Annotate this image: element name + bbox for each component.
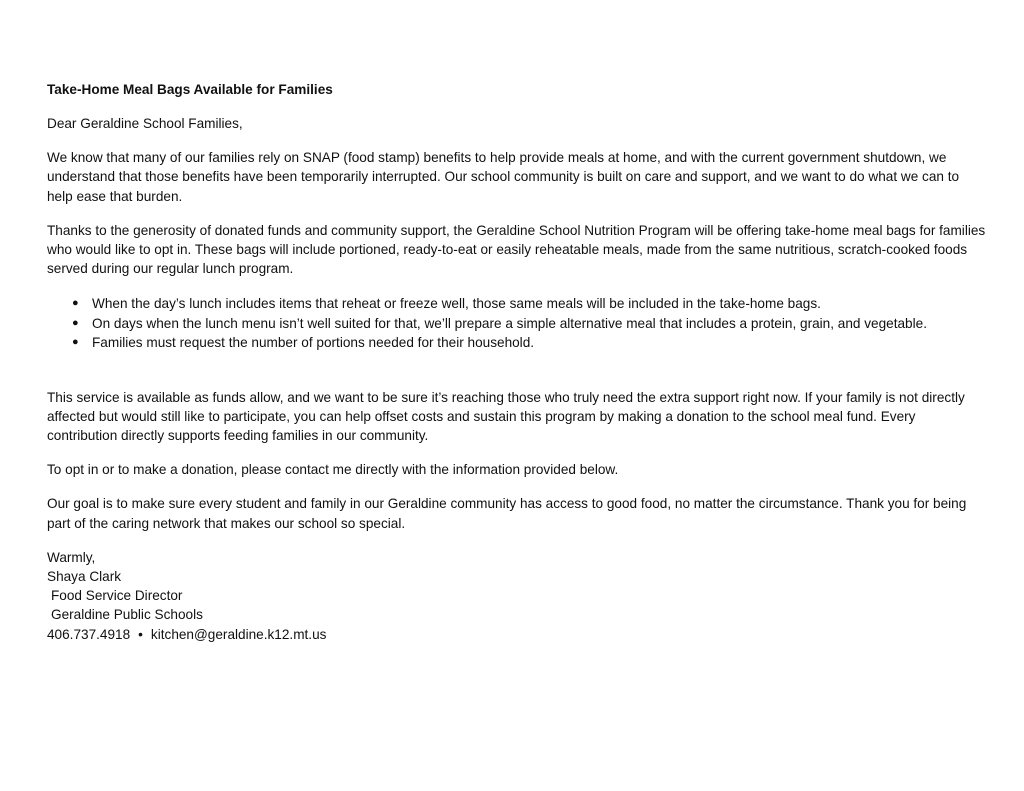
- closing: Warmly,: [47, 549, 96, 565]
- paragraph-goal: Our goal is to make sure every student and family in our Geraldine community has access to good food, no matter the circumstance. Thank you for being part of the caring network that makes our school so special.: [47, 496, 967, 531]
- list-item: [47, 314, 987, 333]
- bullet-icon: ●: [72, 297, 79, 310]
- email-address: kitchen@geraldine.k12.mt.us: [150, 626, 327, 642]
- signature-block: [47, 548, 987, 644]
- separator-dot: •: [138, 626, 143, 642]
- paragraph-program-offer: Thanks to the generosity of donated funds and community support, the Geraldine School Nutrition Program will be offering take-home meal bags for families who would like to opt in. These bags will include portioned, ready-to-eat or easily reheatable meals, made from the same nutritious, scratch-cooked foods served during our regular lunch program.: [47, 222, 986, 277]
- letter-greeting: Dear Geraldine School Families,: [47, 116, 243, 131]
- signer-organization: Geraldine Public Schools: [51, 607, 203, 623]
- letter-page: [47, 80, 987, 644]
- bullet-icon: ●: [72, 336, 79, 349]
- list-item: [47, 294, 987, 313]
- paragraph-funding: This service is available as funds allow, and we want to be sure it’s reaching those who truly need the extra support right now. If your family is not directly affected but would still like to participate, you can help offset costs and sustain this program by making a donation to the school meal fund. Every contribution directly supports feeding families in our community.: [47, 389, 965, 443]
- list-item: [47, 333, 987, 352]
- paragraph-snap-benefits: We know that many of our families rely on SNAP (food stamp) benefits to help provide meals at home, and with the current government shutdown, we understand that those benefits have been temporarily interrupted. Our school community is built on care and support, and we want to do what we can to help ease that burden.: [47, 150, 960, 204]
- phone-number: 406.737.4918: [47, 626, 131, 642]
- contact-line: [47, 625, 987, 644]
- list-item-text: Families must request the number of portions needed for their household.: [92, 335, 535, 351]
- paragraph-contact: To opt in or to make a donation, please contact me directly with the information provided below.: [47, 462, 619, 478]
- list-item-text: On days when the lunch menu isn’t well suited for that, we’ll prepare a simple alternative meal that includes a protein, grain, and vegetable.: [92, 315, 927, 331]
- letter-title: Take-Home Meal Bags Available for Families: [47, 82, 333, 97]
- signer-role: Food Service Director: [51, 588, 183, 604]
- meal-details-list: [47, 294, 987, 352]
- signer-name: Shaya Clark: [47, 569, 122, 584]
- bullet-icon: ●: [72, 316, 79, 329]
- list-item-text: When the day’s lunch includes items that reheat or freeze well, those same meals will be included in the take-home bags.: [92, 296, 821, 312]
